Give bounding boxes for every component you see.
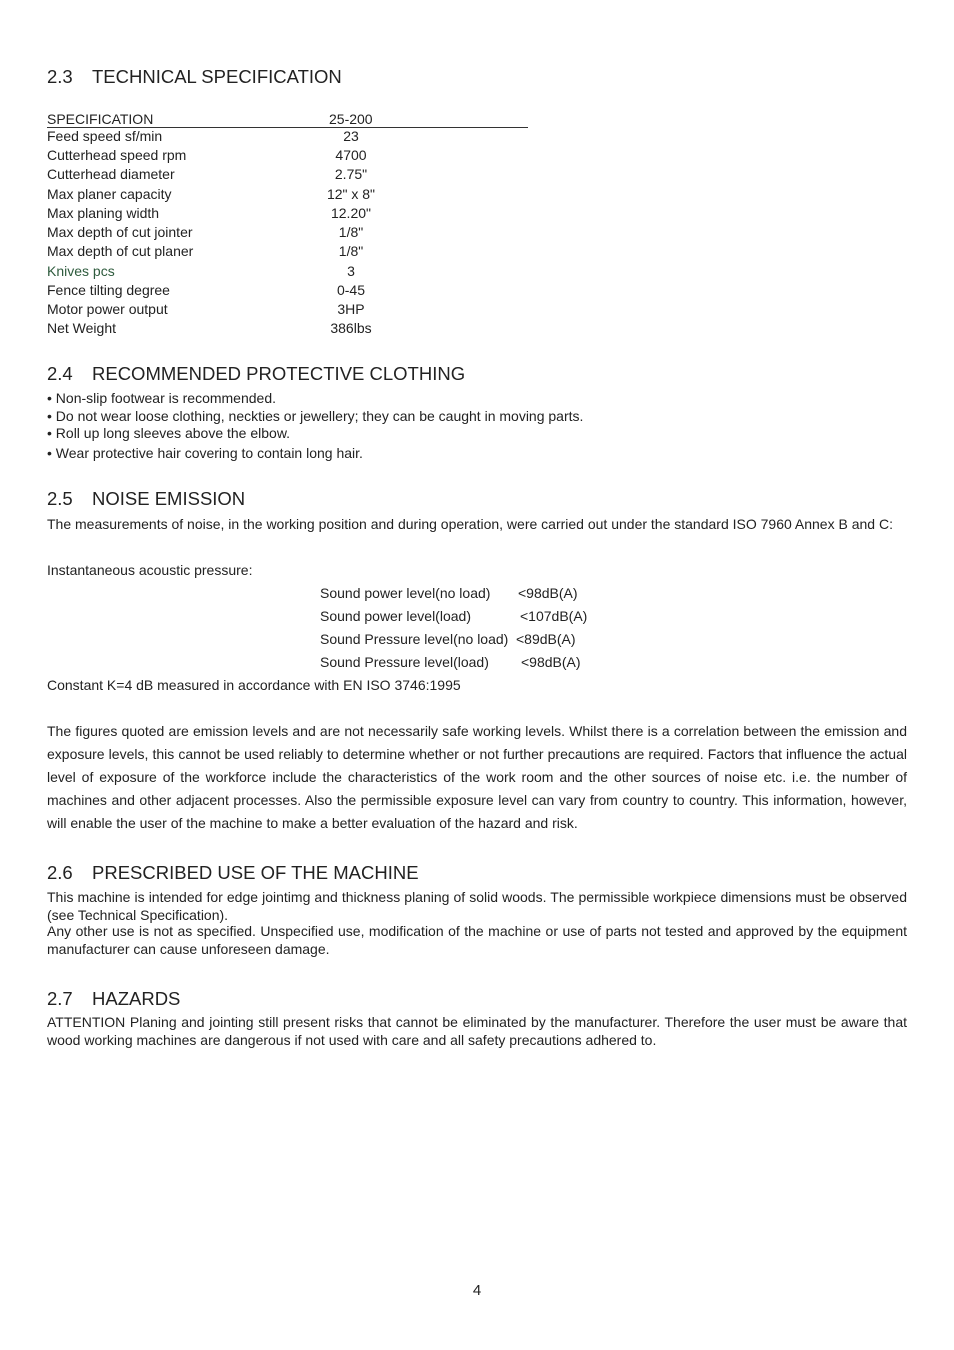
use-paragraph-2: Any other use is not as specified. Unspecified use, modification of the machine or use of parts not tested and approved by the equipment manufacturer can cause unforeseen damage. [47, 923, 907, 957]
spec-row: Knives pcs 3 [47, 263, 355, 279]
clothing-bullet: • Do not wear loose clothing, neckties or jewellery; they can be caught in moving parts. [47, 408, 584, 424]
sound-level-row: Sound power level(no load) <98dB(A) [320, 585, 578, 601]
sound-level-row: Sound Pressure level(load) <98dB(A) [320, 654, 581, 670]
spec-row: Feed speed sf/min 23 [47, 128, 359, 144]
section-heading-noise-emission: 2.5 NOISE EMISSION [47, 488, 246, 509]
spec-row: Max planing width 12.20" [47, 205, 371, 221]
spec-header-label: SPECIFICATION [47, 111, 154, 127]
noise-intro: The measurements of noise, in the working position and during operation, were carried out under the standard ISO 7960 Annex B and C: [47, 516, 893, 532]
spec-row: Max depth of cut jointer 1/8" [47, 224, 364, 240]
use-paragraph-1: This machine is intended for edge jointimg and thickness planing of solid woods. The permissible workpiece dimensions must be observed (see Technical Specification). [47, 889, 907, 923]
spec-row: Max planer capacity 12" x 8" [47, 186, 376, 202]
spec-table-header [47, 111, 528, 128]
constant-k-note: Constant K=4 dB measured in accordance with EN ISO 3746:1995 [47, 677, 461, 693]
clothing-bullet: • Non-slip footwear is recommended. [47, 390, 276, 406]
spec-row: Max depth of cut planer 1/8" [47, 243, 364, 259]
section-heading-prescribed-use: 2.6 PRESCRIBED USE OF THE MACHINE [47, 862, 419, 883]
instantaneous-label: Instantaneous acoustic pressure: [47, 562, 253, 578]
sound-level-row: Sound power level(load) <107dB(A) [320, 608, 588, 624]
spec-row: Cutterhead speed rpm 4700 [47, 147, 367, 163]
section-heading-protective-clothing: 2.4 RECOMMENDED PROTECTIVE CLOTHING [47, 363, 466, 384]
spec-header-model: 25-200 [329, 111, 373, 127]
clothing-bullet: • Roll up long sleeves above the elbow. [47, 425, 291, 441]
page-number: 4 [472, 1282, 482, 1299]
section-heading-hazards: 2.7 HAZARDS [47, 988, 181, 1009]
spec-row: Fence tilting degree 0-45 [47, 282, 366, 298]
spec-row: Motor power output 3HP [47, 301, 365, 317]
hazards-paragraph: ATTENTION Planing and jointing still present risks that cannot be eliminated by the manufacturer. Therefore the user must be aware that wood working machines are dangerous if not used with care and all safety precautions adhered to. [47, 1014, 907, 1048]
sound-level-row: Sound Pressure level(no load) <89dB(A) [320, 631, 576, 647]
spec-row: Net Weight 386lbs [47, 320, 372, 336]
clothing-bullet: • Wear protective hair covering to contain long hair. [47, 445, 363, 461]
section-heading-technical-specification: 2.3 TECHNICAL SPECIFICATION [47, 66, 342, 87]
spec-row: Cutterhead diameter 2.75" [47, 166, 368, 182]
noise-figures-paragraph: The figures quoted are emission levels and are not necessarily safe working levels. Whilst there is a correlation between the emission and exposure levels, this cannot be used reliably to determine whether or not further precautions are required. Factors that influence the actual level of exposure of the workforce include the characteristics of the work room and the other sources of noise etc. i.e. the number of machines and other adjacent processes. Also the permissible exposure level can vary from country to country. This information, however, will enable the user of the machine to make a better evaluation of the hazard and risk. [47, 723, 907, 831]
